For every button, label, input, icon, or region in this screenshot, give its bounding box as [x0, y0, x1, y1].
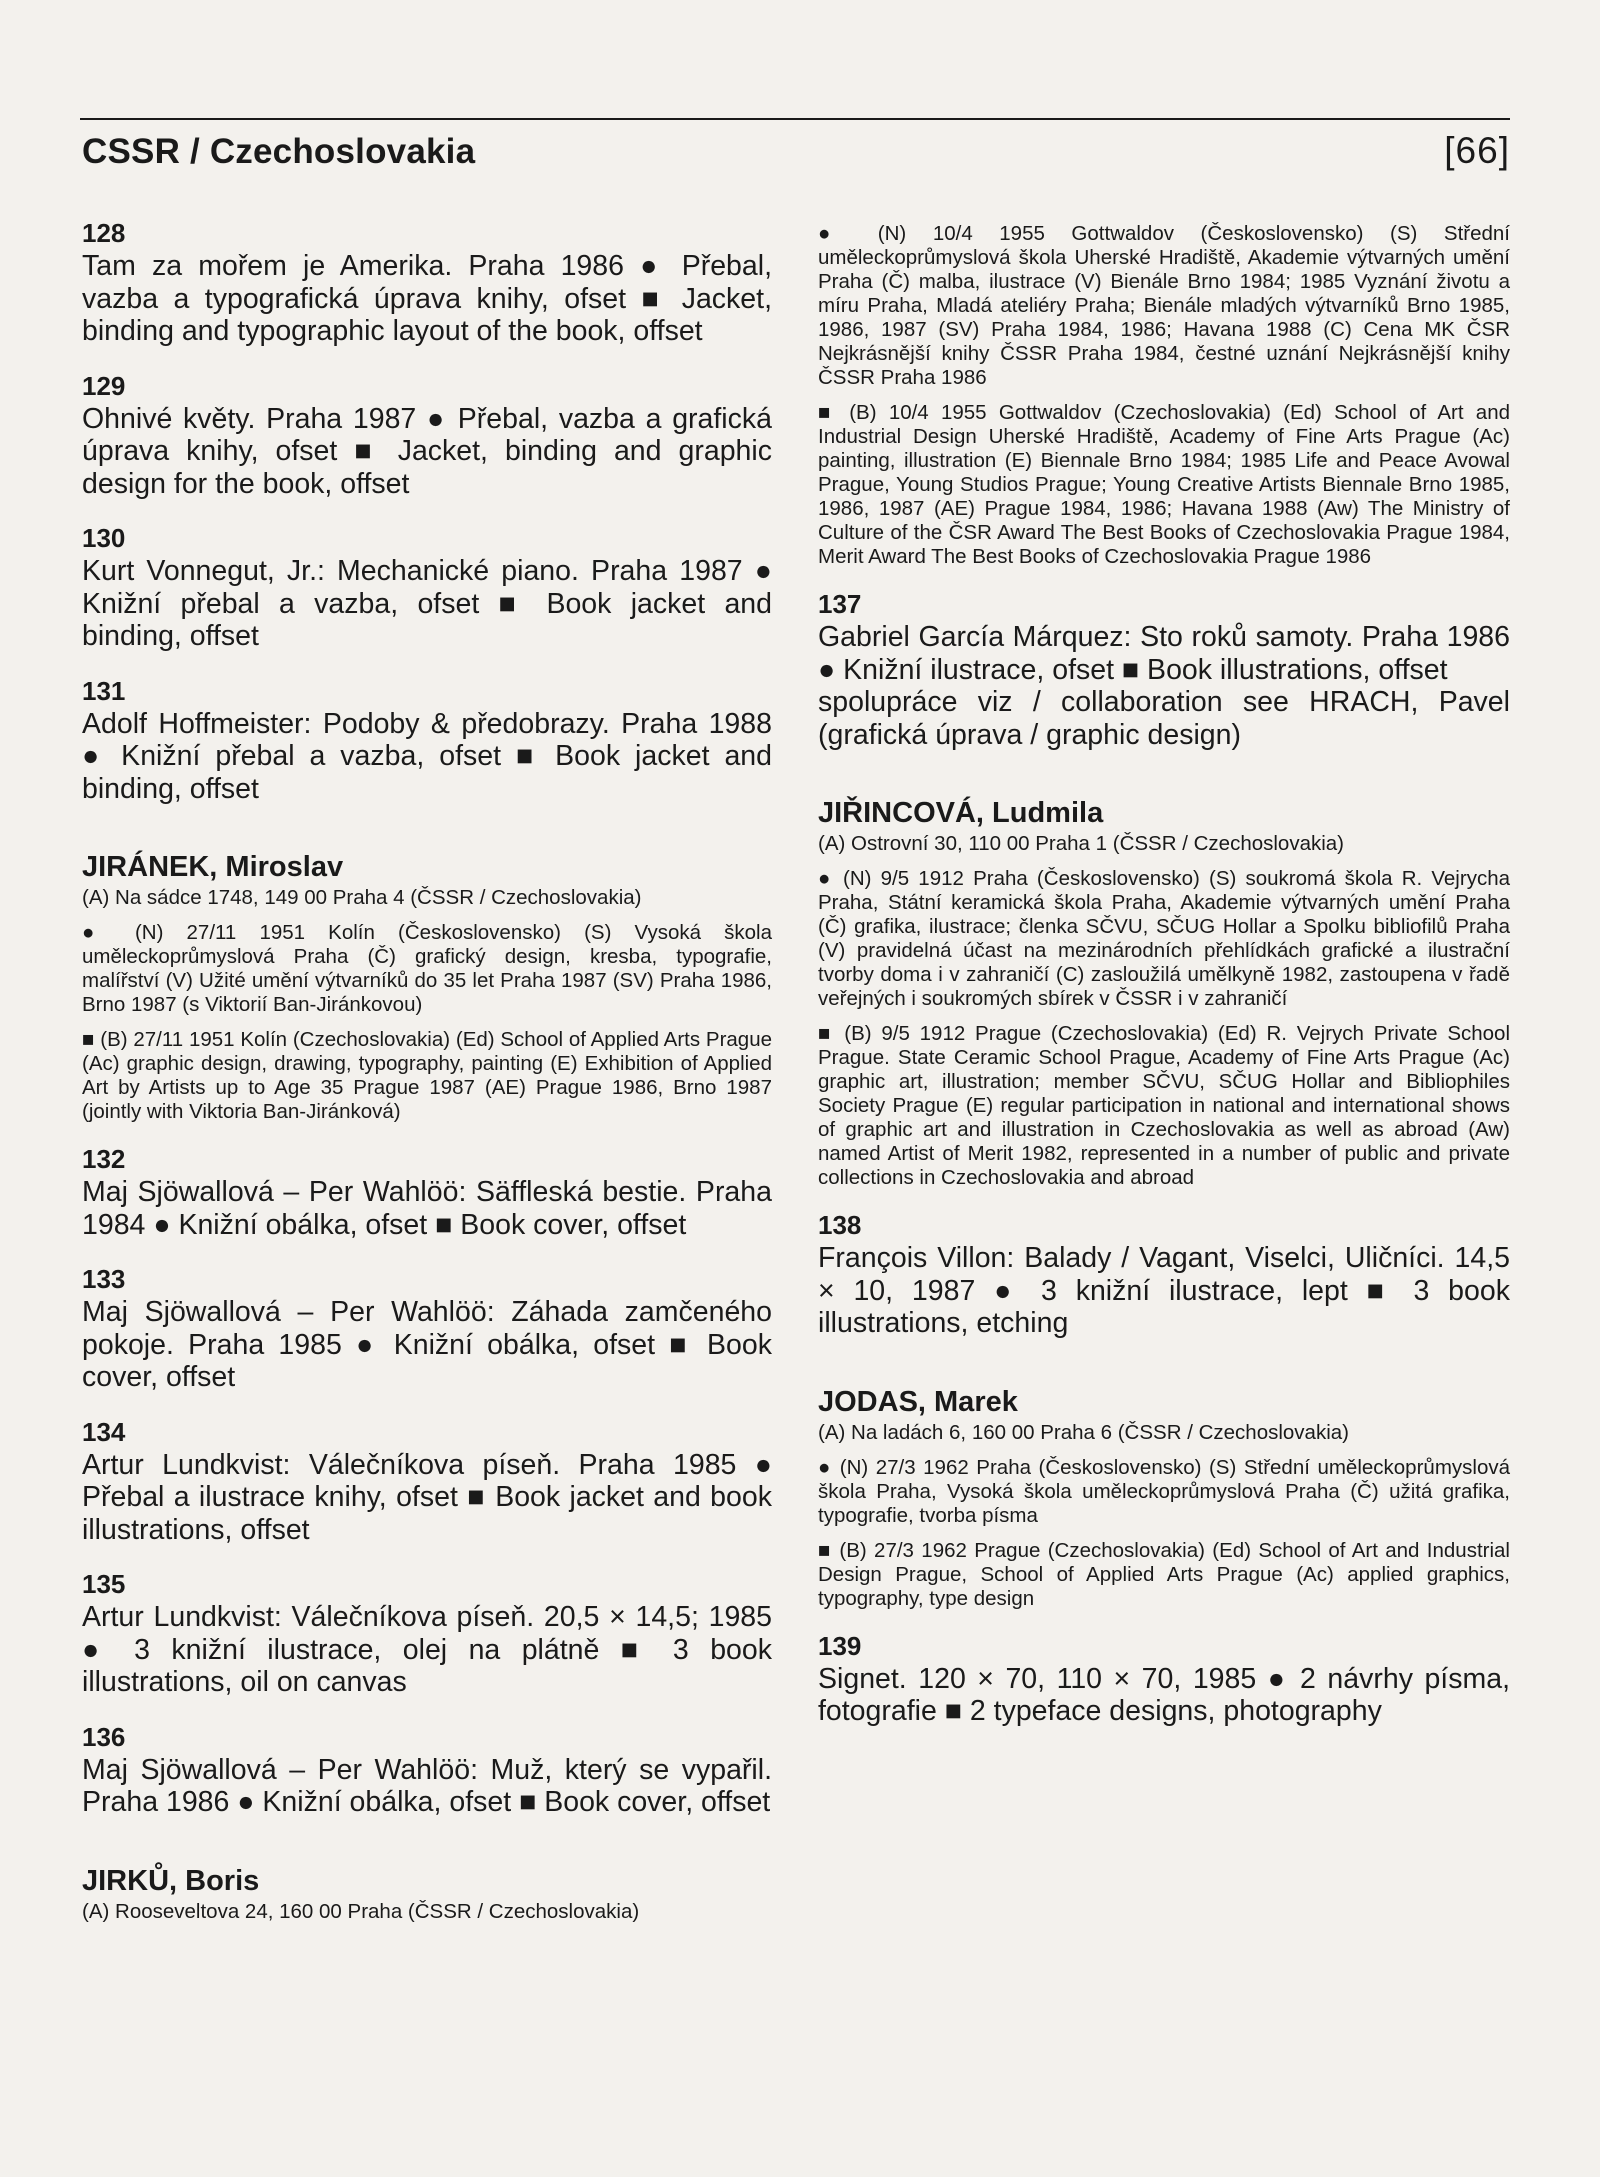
artist-bio-czech: ● (N) 10/4 1955 Gottwaldov (Československo) (S) Střední uměleckoprůmyslová škola Uherské Hradiště, Akademie výtvarných umění Praha (Č) malba, ilustrace (V) Bienále Brno 1984; 1985 Vyznání životu a míru Praha, Mladá ateliéry Praha; Bienále mladých výtvarníků Brno 1985, 1986, 1987 (SV) Praha 1984, 1986; Havana 1988 (C) Cena MK ČSR Nejkrásnější knihy ČSSR Praha 1984, čestné uznání Nejkrásnější knihy ČSSR Praha 1986 [818, 222, 1510, 389]
artist-bio-english: ■ (B) 27/3 1962 Prague (Czechoslovakia) (Ed) School of Art and Industrial Design Prague, School of Applied Arts Prague (Ac) applied graphics, typography, type design [818, 1538, 1510, 1610]
artist-jodas [818, 1385, 1510, 1611]
artist-name: JIŘINCOVÁ, Ludmila [818, 797, 1104, 829]
artist-bio-czech: ● (N) 27/11 1951 Kolín (Československo) (S) Vysoká škola uměleckoprůmyslová Praha (Č) grafický design, kresba, typografie, malířství (V) Užité umění výtvarníků do 35 let Praha 1987 (SV) Praha 1986, Brno 1987 (s Viktorií Ban-Jiránkovou) [82, 921, 772, 1016]
entry-text: Signet. 120 × 70, 110 × 70, 1985 ● 2 návrhy písma, fotografie ■ 2 typeface designs, photography [818, 1662, 1510, 1727]
entry-number: 137 [818, 589, 862, 619]
entry-138 [818, 1210, 1510, 1340]
entry-number: 132 [82, 1144, 126, 1174]
collaboration-note: spolupráce viz / collaboration see HRACH, Pavel (grafická úprava / graphic design) [818, 686, 1510, 751]
artist-jirku [82, 1864, 772, 1924]
artist-name: JODAS, Marek [818, 1385, 1018, 1418]
entry-number: 133 [82, 1264, 126, 1294]
artist-address: (A) Ostrovní 30, 110 00 Praha 1 (ČSSR / Czechoslovakia) [818, 832, 1345, 855]
right-column [818, 218, 1510, 1751]
entry-139 [818, 1631, 1510, 1728]
artist-jirincova [818, 796, 1510, 1190]
entry-text: Artur Lundkvist: Válečníkova píseň. Praha 1985 ● Přebal a ilustrace knihy, ofset ■ Book jacket and book illustrations, offset [82, 1448, 772, 1546]
entry-128 [82, 218, 772, 348]
entry-129 [82, 371, 772, 501]
page-header [80, 118, 1510, 176]
entry-135 [82, 1569, 772, 1699]
page-title: CSSR / Czechoslovakia [82, 132, 476, 171]
entry-text: Maj Sjöwallová – Per Wahlöö: Muž, který se vypařil. Praha 1986 ● Knižní obálka, ofset ■ Book cover, offset [82, 1753, 772, 1818]
entry-number: 130 [82, 523, 126, 553]
entry-number: 129 [82, 370, 126, 401]
entry-130 [82, 523, 772, 653]
entry-text: Maj Sjöwallová – Per Wahlöö: Säffleská bestie. Praha 1984 ● Knižní obálka, ofset ■ Book cover, offset [82, 1176, 772, 1241]
page-number: [66] [1444, 130, 1510, 171]
entry-text: Tam za mořem je Amerika. Praha 1986 ● Přebal, vazba a typografická úprava knihy, ofset ■ Jacket, binding and typographic layout of the book, offset [82, 250, 772, 347]
entry-133 [82, 1264, 772, 1394]
entry-number: 135 [82, 1569, 126, 1599]
entry-131 [82, 676, 772, 806]
artist-address: (A) Na sádce 1748, 149 00 Praha 4 (ČSSR / Czechoslovakia) [82, 886, 642, 909]
entry-text: Ohnivé květy. Praha 1987 ● Přebal, vazba a grafická úprava knihy, ofset ■ Jacket, binding and graphic design for the book, offset [82, 402, 772, 500]
artist-name: JIRKŮ, Boris [82, 1864, 260, 1897]
entry-number: 138 [818, 1210, 862, 1240]
artist-jiranek [82, 850, 772, 1124]
entry-number: 131 [82, 675, 126, 706]
entry-text: François Villon: Balady / Vagant, Viselci, Uličníci. 14,5 × 10, 1987 ● 3 knižní ilustrace, lept ■ 3 book illustrations, etching [818, 1242, 1510, 1339]
entry-number: 139 [818, 1630, 862, 1661]
entry-132 [82, 1144, 772, 1241]
entry-text: Adolf Hoffmeister: Podoby & předobrazy. Praha 1988 ● Knižní přebal a vazba, ofset ■ Book jacket and binding, offset [82, 707, 772, 805]
artist-address: (A) Na ladách 6, 160 00 Praha 6 (ČSSR / Czechoslovakia) [818, 1420, 1349, 1444]
artist-bio-english: ■ (B) 10/4 1955 Gottwaldov (Czechoslovakia) (Ed) School of Art and Industrial Design Uherské Hradiště, Academy of Fine Arts Prague (Ac) painting, illustration (E) Biennale Brno 1984; 1985 Life and Peace Avowal Prague, Young Studios Prague; Young Creative Artists Biennale Brno 1985, 1986, 1987 (AE) Prague 1984, 1986; Havana 1988 (Aw) The Ministry of Culture of the ČSR Award The Best Books of Czechoslovakia Prague 1984, Merit Award The Best Books of Czechoslovakia Prague 1986 [818, 401, 1510, 568]
entry-number: 136 [82, 1721, 126, 1752]
entry-text: Maj Sjöwallová – Per Wahlöö: Záhada zamčeného pokoje. Praha 1985 ● Knižní obálka, ofset ■ Book cover, offset [82, 1296, 772, 1393]
entry-136 [82, 1722, 772, 1819]
artist-jirku-continued [818, 222, 1510, 569]
entry-134 [82, 1417, 772, 1547]
artist-name: JIRÁNEK, Miroslav [82, 851, 344, 883]
entry-137 [818, 589, 1510, 751]
entry-number: 128 [82, 218, 126, 248]
artist-bio-english: ■ (B) 27/11 1951 Kolín (Czechoslovakia) (Ed) School of Applied Arts Prague (Ac) graphic design, drawing, typography, painting (E) Exhibition of Applied Art by Artists up to Age 35 Prague 1987 (AE) Prague 1986, Brno 1987 (jointly with Viktoria Ban-Jiránková) [82, 1028, 772, 1123]
entry-text: Artur Lundkvist: Válečníkova píseň. 20,5 × 14,5; 1985 ● 3 knižní ilustrace, olej na plátně ■ 3 book illustrations, oil on canvas [82, 1601, 772, 1698]
artist-address: (A) Rooseveltova 24, 160 00 Praha (ČSSR / Czechoslovakia) [82, 1899, 640, 1923]
entry-number: 134 [82, 1416, 126, 1447]
artist-bio-czech: ● (N) 9/5 1912 Praha (Československo) (S) soukromá škola R. Vejrycha Praha, Státní keramická škola Praha, Akademie výtvarných umění Praha (Č) grafika, ilustrace; členka SČVU, SČUG Hollar a Spolku bibliofilů Praha (V) pravidelná účast na mezinárodních přehlídkách grafické a ilustrační tvorby doma i v zahraničí (C) zasloužilá umělkyně 1982, zastoupena v řadě veřejných i soukromých sbírek v ČSSR i v zahraničí [818, 867, 1510, 1010]
entry-text: Gabriel García Márquez: Sto roků samoty. Praha 1986 ● Knižní ilustrace, ofset ■ Book illustrations, offset [818, 621, 1510, 686]
entry-text: Kurt Vonnegut, Jr.: Mechanické piano. Praha 1987 ● Knižní přebal a vazba, ofset ■ Book jacket and binding, offset [82, 555, 772, 652]
artist-bio-english: ■ (B) 9/5 1912 Prague (Czechoslovakia) (Ed) R. Vejrych Private School Prague. State Ceramic School Prague, Academy of Fine Arts Prague (Ac) graphic art, illustration; member SČVU, SČUG Hollar and Bibliophiles Society Prague (E) regular participation in national and international shows of graphic art and illustration in Czechoslovakia as well as abroad (Aw) named Artist of Merit 1982, represented in a number of public and private collections in Czechoslovakia and abroad [818, 1022, 1510, 1189]
artist-bio-czech: ● (N) 27/3 1962 Praha (Československo) (S) Střední uměleckoprůmyslová škola Praha, Vysoká škola uměleckoprůmyslová Praha (Č) užitá grafika, typografie, tvorba písma [818, 1455, 1510, 1527]
left-column [82, 218, 772, 1944]
